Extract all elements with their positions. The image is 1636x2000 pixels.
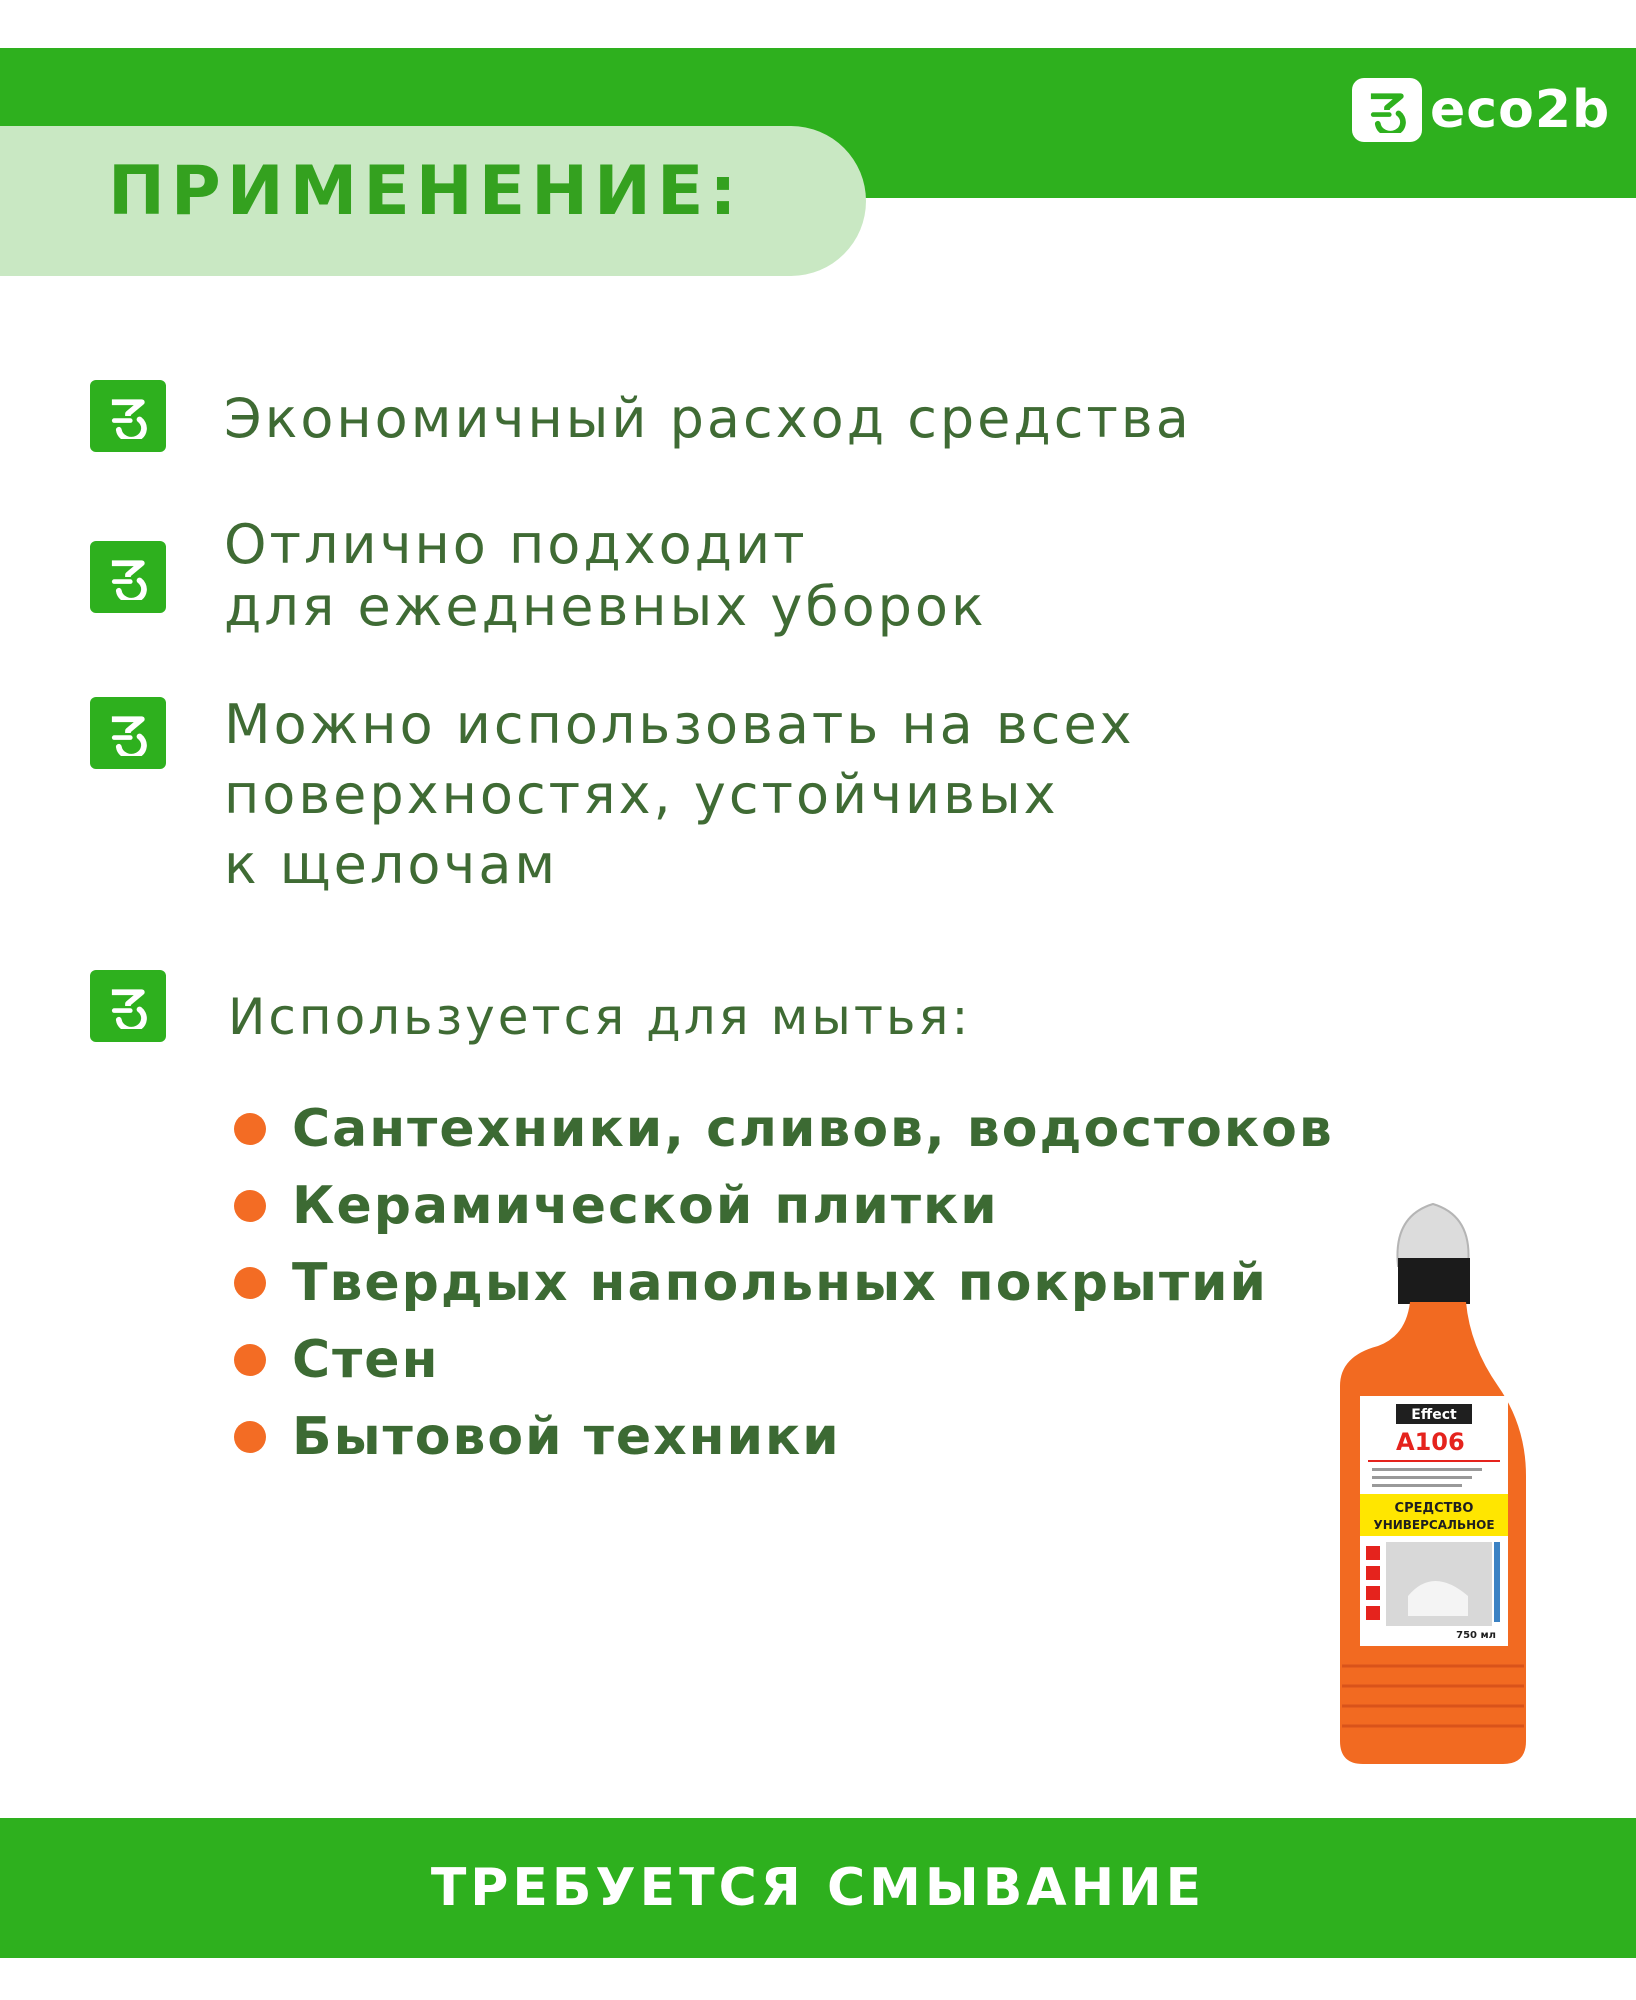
eco2b-icon (90, 970, 166, 1042)
bullet-dot-icon (234, 1267, 266, 1299)
feature-line: Можно использовать на всех (224, 693, 1135, 756)
usage-list (234, 1090, 1334, 1475)
feature-line: для ежедневных уборок (224, 575, 987, 638)
feature-line: к щелочам (224, 833, 559, 896)
feature-all-surfaces (224, 690, 1135, 900)
bottle-neck-ring (1398, 1258, 1470, 1304)
eco2b-logo-icon (1352, 78, 1422, 142)
usage-item (234, 1090, 1334, 1167)
usage-item-label: Твердых напольных покрытий (292, 1252, 1268, 1313)
label-brand: Effect (1411, 1407, 1457, 1423)
feature-line: поверхностях, устойчивых (224, 763, 1059, 826)
label-line-2: УНИВЕРСАЛЬНОЕ (1373, 1518, 1495, 1532)
bullet-dot-icon (234, 1344, 266, 1376)
feature-economical (224, 384, 1192, 454)
usage-item (234, 1167, 1334, 1244)
eco2b-icon (90, 380, 166, 452)
brand-logo (1352, 78, 1610, 142)
label-volume: 750 мл (1456, 1630, 1496, 1641)
bullet-dot-icon (234, 1113, 266, 1145)
rinse-required-notice: ТРЕБУЕТСЯ СМЫВАНИЕ (430, 1858, 1206, 1918)
logo-text: eco2b (1430, 80, 1611, 140)
label-model: A106 (1396, 1428, 1465, 1456)
footer-band (0, 1818, 1636, 1958)
usage-title: Используется для мытья: (228, 988, 972, 1046)
eco2b-icon (90, 541, 166, 613)
usage-item (234, 1244, 1334, 1321)
usage-item-label: Керамической плитки (292, 1175, 999, 1236)
usage-item (234, 1321, 1334, 1398)
usage-item-label: Бытовой техники (292, 1406, 841, 1467)
usage-item-label: Сантехники, сливов, водостоков (292, 1098, 1334, 1159)
product-bottle-image (1338, 1196, 1528, 1766)
bottle-cap (1397, 1204, 1468, 1266)
eco2b-icon (90, 697, 166, 769)
page-title: ПРИМЕНЕНИЕ: (108, 152, 743, 231)
usage-item-label: Стен (292, 1329, 440, 1390)
usage-item (234, 1398, 1334, 1475)
feature-daily-cleaning (224, 514, 987, 638)
feature-line: Отлично подходит (224, 513, 808, 576)
label-line-1: СРЕДСТВО (1394, 1501, 1474, 1516)
bullet-dot-icon (234, 1421, 266, 1453)
bullet-dot-icon (234, 1190, 266, 1222)
feature-line: Экономичный расход средства (224, 387, 1192, 450)
